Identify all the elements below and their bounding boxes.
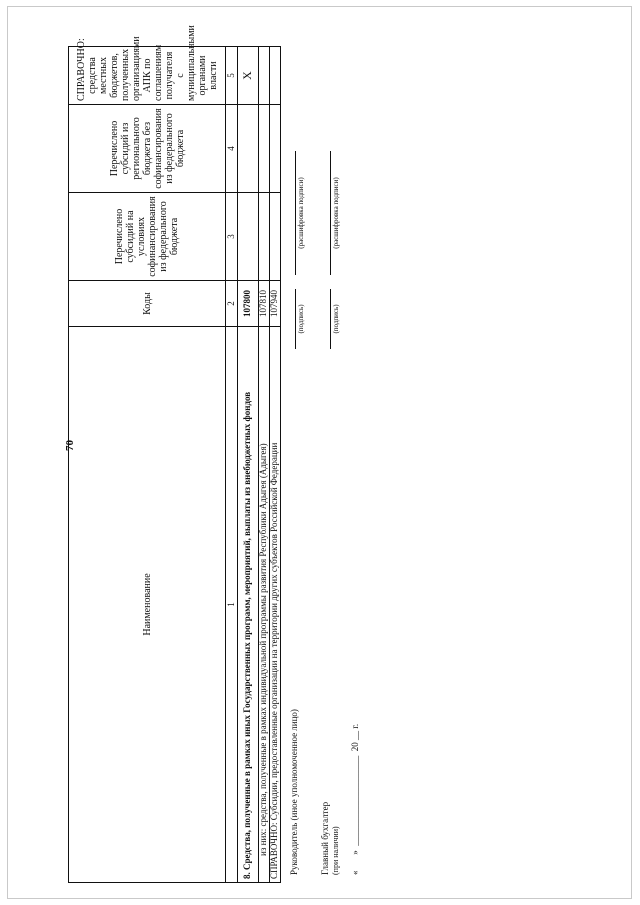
accountant-decoding-caption: (расшифровка подписи) [332,177,340,249]
header-reference-local: СПРАВОЧНО: средства местных бюджетов, полученных организациями АПК по соглашениям получателя с муниципальными органами власти [69,47,226,105]
row-value-3 [270,193,281,281]
column-number: 1 [226,327,238,883]
row-name: из них: средства, полученные в рамках индивидуальной программы развития Республики Адыгея (Адыгея) [259,327,270,883]
row-name: 8. Средства, полученные в рамках иных Государственных программ, мероприятий, выплаты из внебюджетных фондов [238,327,259,883]
row-value-5 [270,47,281,105]
subsidies-table [68,25,281,883]
row-value-4 [259,105,270,193]
row-name: СПРАВОЧНО: Субсидии, предоставленные организации на территории других субъектов Российской Федерации [270,327,281,883]
accountant-signature-line [330,289,331,349]
column-number: 3 [226,193,238,281]
row-value-4 [270,105,281,193]
head-signature-caption: (подпись) [297,304,305,334]
page-number: 70 [64,440,76,451]
table-row [238,47,259,883]
row-code: 107940 [270,281,281,327]
accountant-decoding-line [330,151,331,275]
head-decoding-caption: (расшифровка подписи) [297,177,305,249]
column-number: 4 [226,105,238,193]
row-value-3 [238,193,259,281]
header-name: Наименование [69,327,226,883]
row-code: 107810 [259,281,270,327]
chief-accountant-label: Главный бухгалтер [320,801,330,875]
header-federal-cofinancing: Перечислено субсидий на условиях софинансирования из федерального бюджета [69,193,226,281]
row-value-5 [259,47,270,105]
table-header-row [69,47,226,883]
date-line: « » ____________________ 20 __ г. [350,723,360,875]
head-decoding-line [295,151,296,275]
row-code: 107800 [238,281,259,327]
row-value-4 [238,105,259,193]
row-value-5: X [238,47,259,105]
chief-accountant-note: (при наличии) [331,826,340,875]
row-value-3 [259,193,270,281]
table-row [259,47,270,883]
column-number: 2 [226,281,238,327]
head-signature-line [295,289,296,349]
header-regional-only: Перечислено субсидий из регионального бюджета без софинансирования из федерального бюджета [69,105,226,193]
accountant-signature-caption: (подпись) [332,304,340,334]
header-codes: Коды [69,281,226,327]
table-row [270,47,281,883]
head-label: Руководитель (иное уполномоченное лицо) [289,709,299,875]
column-number: 5 [226,47,238,105]
column-number-row [226,47,238,883]
